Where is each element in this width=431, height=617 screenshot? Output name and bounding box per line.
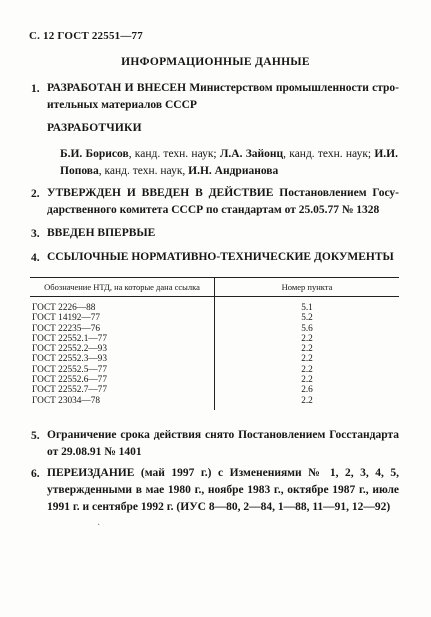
- page-header: С. 12 ГОСТ 22551—77: [29, 30, 143, 42]
- reference-table: [30, 277, 399, 410]
- table-cell-clause: 5.1: [301, 303, 313, 313]
- table-row: [30, 375, 399, 385]
- page-title: ИНФОРМАЦИОННЫЕ ДАННЫЕ: [121, 56, 310, 68]
- table-row: [30, 365, 399, 375]
- table-header-clause: Номер пункта: [215, 278, 400, 297]
- table-row: [30, 313, 399, 323]
- item-text-5: Ограничение срока действия снято Постановлением Госстандарта от 29.08.91 № 1401: [47, 429, 399, 458]
- table-row: [30, 385, 399, 395]
- table-cell-clause: 2.2: [301, 364, 313, 375]
- table-header-designation: Обозначение НТД, на которые дана ссылка: [30, 278, 215, 297]
- table-row: [30, 344, 399, 354]
- developer-degree: , канд. техн. наук;: [283, 148, 375, 160]
- developer-name: И.Н. Андрианова: [188, 165, 279, 177]
- table-header-row: [30, 278, 399, 297]
- table-cell-designation: ГОСТ 23034—78: [30, 396, 215, 410]
- item-text-2: УТВЕРЖДЕН И ВВЕДЕН В ДЕЙСТВИЕ Постановлением Госу-дарственного комитета СССР по стандартам от 25.05.77 № 1328: [47, 187, 399, 216]
- table-cell-designation: ГОСТ 22552.6—77: [30, 375, 215, 385]
- item-number-5: 5.: [31, 430, 40, 442]
- item-text-6: ПЕРЕИЗДАНИЕ (май 1997 г.) с Изменениями № 1, 2, 3, 4, 5, утвержденными в мае 1980 г., ноябре 1983 г., октябре 1987 г., июле 1991 г. и сентябре 1992 г. (ИУС 8—80, 2—84, 1—88, 11—91, 12—92): [47, 467, 399, 513]
- item-text-1: РАЗРАБОТАН И ВНЕСЕН Министерством промышленности стро-ительных материалов СССР: [47, 82, 399, 111]
- table-cell-designation: ГОСТ 22552.3—93: [30, 354, 215, 364]
- table-cell-clause: 2.2: [301, 344, 313, 355]
- table-cell-designation: ГОСТ 22235—76: [30, 324, 215, 334]
- table-cell-designation: ГОСТ 22552.2—93: [30, 344, 215, 354]
- developers-list: [60, 146, 398, 180]
- table-cell-designation: ГОСТ 14192—77: [30, 313, 215, 323]
- table-row: [30, 334, 399, 344]
- developer-name: Л.А. Зайонц: [219, 148, 284, 160]
- table-cell-clause: 5.2: [301, 313, 313, 324]
- table-cell-designation: ГОСТ 22552.5—77: [30, 365, 215, 375]
- developer-name: И.И. Попова: [60, 148, 398, 177]
- table-cell-clause: 2.6: [301, 385, 313, 396]
- item-text-3: ВВЕДЕН ВПЕРВЫЕ: [47, 227, 156, 239]
- table-cell-clause: 2.2: [301, 395, 313, 406]
- item-text-4: ССЫЛОЧНЫЕ НОРМАТИВНО-ТЕХНИЧЕСКИЕ ДОКУМЕНТЫ: [47, 251, 394, 263]
- table-cell-clause: 2.2: [301, 333, 313, 344]
- item-number-4: 4.: [31, 252, 40, 264]
- item-number-3: 3.: [31, 228, 40, 240]
- table-row: [30, 324, 399, 334]
- item-number-1: 1.: [31, 83, 40, 95]
- table-cell-designation: ГОСТ 22552.7—77: [30, 385, 215, 395]
- table-cell-clause: 2.2: [301, 375, 313, 386]
- developer-degree: , канд. техн. наук;: [128, 148, 220, 160]
- developer-degree: , канд. техн. наук,: [98, 165, 189, 177]
- table-cell-clause: 2.2: [301, 354, 313, 365]
- developer-name: Б.И. Борисов: [60, 148, 129, 160]
- table-cell-designation: ГОСТ 22552.1—77: [30, 334, 215, 344]
- table-row: [30, 396, 399, 410]
- table-cell-designation: ГОСТ 2226—88: [30, 297, 215, 314]
- developers-heading: РАЗРАБОТЧИКИ: [47, 122, 142, 134]
- table-row: [30, 297, 399, 314]
- page-mark-dot: ·: [97, 520, 101, 531]
- item-number-2: 2.: [31, 188, 40, 200]
- item-number-6: 6.: [31, 468, 40, 480]
- table-row: [30, 354, 399, 364]
- table-cell-clause: 5.6: [301, 323, 313, 334]
